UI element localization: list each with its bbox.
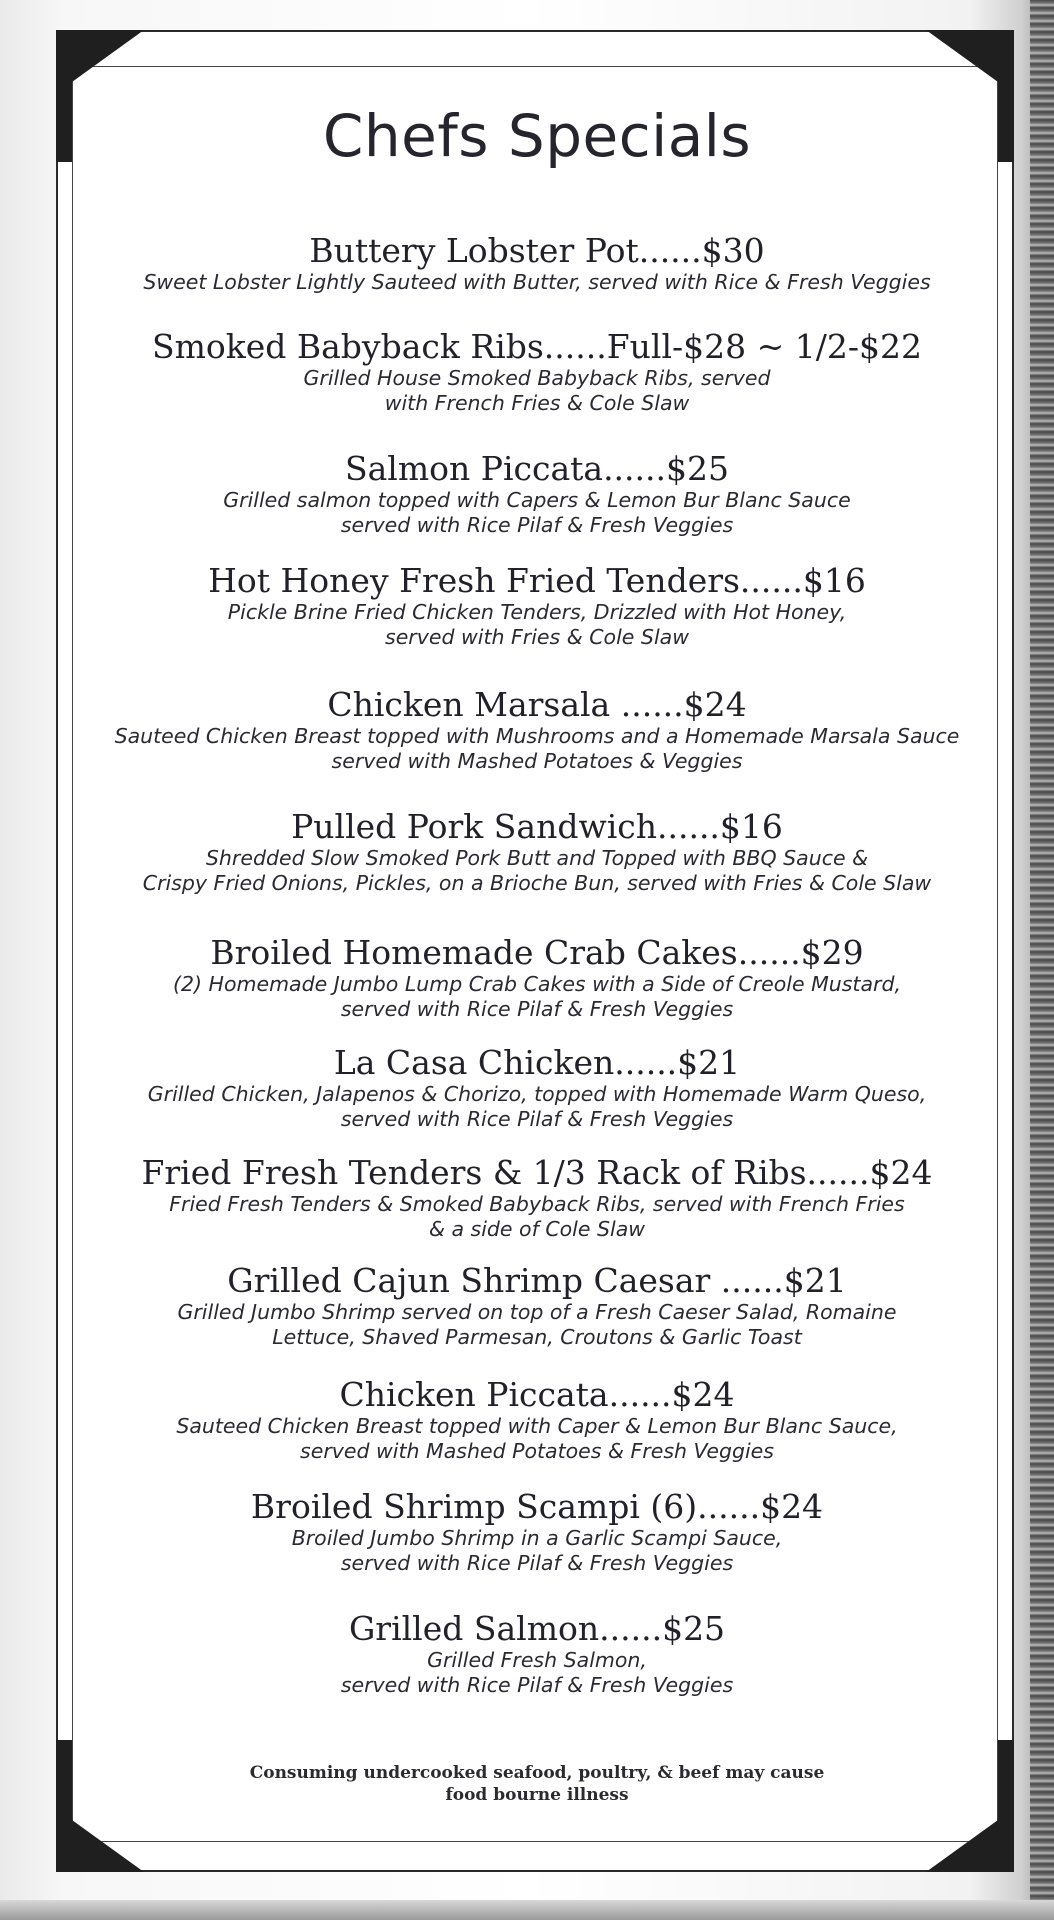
menu-item [78,1610,996,1698]
menu-item-title: Broiled Homemade Crab Cakes......$29 [210,933,864,972]
background-edge-bottom [0,1900,1054,1920]
menu-item-title: Fried Fresh Tenders & 1/3 Rack of Ribs......$24 [141,1153,933,1192]
menu-item [78,328,996,416]
menu-item-description: (2) Homemade Jumbo Lump Crab Cakes with a Side of Creole Mustard, served with Rice Pilaf & Fresh Veggies [172,972,901,1021]
corner-ornament-bottom-left [56,1740,144,1872]
menu-item-title: Grilled Cajun Shrimp Caesar ......$21 [227,1261,847,1300]
menu-item-description: Grilled Chicken, Jalapenos & Chorizo, topped with Homemade Warm Queso, served with Rice Pilaf & Fresh Veggies [147,1082,927,1131]
menu-item-description: Sauteed Chicken Breast topped with Mushrooms and a Homemade Marsala Sauce served with Mashed Potatoes & Veggies [114,724,960,773]
menu-card [56,30,1014,1872]
menu-item [78,562,996,650]
menu-item [78,686,996,774]
menu-item-title: Chicken Marsala ......$24 [327,685,747,724]
menu-item-description: Grilled Jumbo Shrimp served on top of a Fresh Caeser Salad, Romaine Lettuce, Shaved Parmesan, Croutons & Garlic Toast [177,1300,897,1349]
menu-item [78,232,996,295]
menu-item-description: Grilled salmon topped with Capers & Lemon Bur Blanc Sauce served with Rice Pilaf & Fresh Veggies [223,488,851,537]
menu-item [78,934,996,1022]
health-warning: Consuming undercooked seafood, poultry, & beef may cause food bourne illness [249,1763,825,1805]
menu-item [78,1488,996,1576]
menu-item-title: Hot Honey Fresh Fried Tenders......$16 [208,561,866,600]
menu-item-description: Shredded Slow Smoked Pork Butt and Topped with BBQ Sauce & Crispy Fried Onions, Pickles, on a Brioche Bun, served with Fries & Cole Slaw [142,846,932,895]
menu-item-title: Buttery Lobster Pot......$30 [309,231,765,270]
menu-item [78,1044,996,1132]
menu-item [78,1154,996,1242]
menu-item-description: Broiled Jumbo Shrimp in a Garlic Scampi Sauce, served with Rice Pilaf & Fresh Veggies [291,1526,783,1575]
menu-item-title: Smoked Babyback Ribs......Full-$28 ~ 1/2-$22 [151,327,923,366]
menu-title: Chefs Specials [322,102,752,170]
menu-item-description: Grilled House Smoked Babyback Ribs, served with French Fries & Cole Slaw [303,366,771,415]
menu-item-description: Fried Fresh Tenders & Smoked Babyback Ribs, served with French Fries & a side of Cole Slaw [169,1192,905,1241]
menu-item-description: Grilled Fresh Salmon, served with Rice Pilaf & Fresh Veggies [340,1648,734,1697]
menu-item [78,808,996,896]
menu-item-description: Sauteed Chicken Breast topped with Caper & Lemon Bur Blanc Sauce, served with Mashed Potatoes & Fresh Veggies [176,1414,898,1463]
menu-item-title: Pulled Pork Sandwich......$16 [291,807,783,846]
menu-item [78,1376,996,1464]
menu-item [78,1262,996,1350]
menu-item-description: Pickle Brine Fried Chicken Tenders, Drizzled with Hot Honey, served with Fries & Cole Slaw [227,600,847,649]
menu-item-title: Chicken Piccata......$24 [339,1375,735,1414]
menu-item-title: Grilled Salmon......$25 [348,1609,726,1648]
corner-ornament-bottom-right [926,1740,1014,1872]
menu-item-title: Salmon Piccata......$25 [345,449,729,488]
menu-item-title: Broiled Shrimp Scampi (6)......$24 [250,1487,824,1526]
menu-item [78,450,996,538]
menu-item-description: Sweet Lobster Lightly Sauteed with Butter, served with Rice & Fresh Veggies [143,270,931,294]
background-edge-right [1030,0,1054,1920]
menu-item-title: La Casa Chicken......$21 [333,1043,741,1082]
